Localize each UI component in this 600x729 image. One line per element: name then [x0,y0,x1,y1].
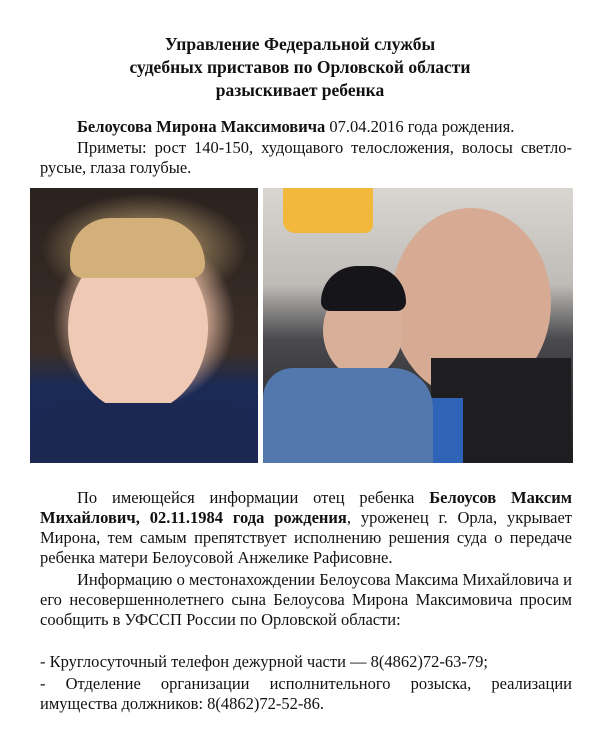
child-hat [321,266,406,311]
car-window [283,188,373,233]
contact-search-department: - Отделение организации исполнительного розыска, реализации имущества должников: 8(4862)72-52-86. [40,674,572,713]
title-line-1: Управление Федеральной службы [164,34,436,54]
father-name: Белоусов Максим Михайлович, 02.11.1984 года рождения [40,488,572,527]
title-line-3: разыскивает ребенка [215,80,385,100]
father-paragraph [40,488,572,568]
notice-title [0,33,600,102]
contact-duty-phone: - Круглосуточный телефон дежурной части — 8(4862)72-63-79; [40,652,488,671]
child-shirt [30,403,258,463]
intro-paragraph [40,117,572,137]
child-hair [70,218,205,278]
child-jacket [263,368,433,463]
child-birth: 07.04.2016 года рождения. [325,117,515,136]
title-line-2: судебных приставов по Орловской области [129,57,471,77]
signs-paragraph: Приметы: рост 140-150, худощавого телосложения, волосы светло-русые, глаза голубые. [40,138,572,177]
father-text-end: , уроженец г. Орла, укрывает Мирона, тем самым препятствует исполнению решения суда о передаче ребенка матери Белоусовой Анжелике Рафисовне. [40,508,573,567]
father-text-start: По имеющейся информации отец ребенка [77,488,430,507]
father-child-photo [263,188,573,463]
child-name: Белоусова Мирона Максимовича [77,117,326,136]
child-photo [30,188,258,463]
request-paragraph: Информацию о местонахождении Белоусова Максима Михайловича и его несовершеннолетнего сына Белоусова Мирона Максимовича просим сообщить в УФССП России по Орловской области: [40,570,572,629]
